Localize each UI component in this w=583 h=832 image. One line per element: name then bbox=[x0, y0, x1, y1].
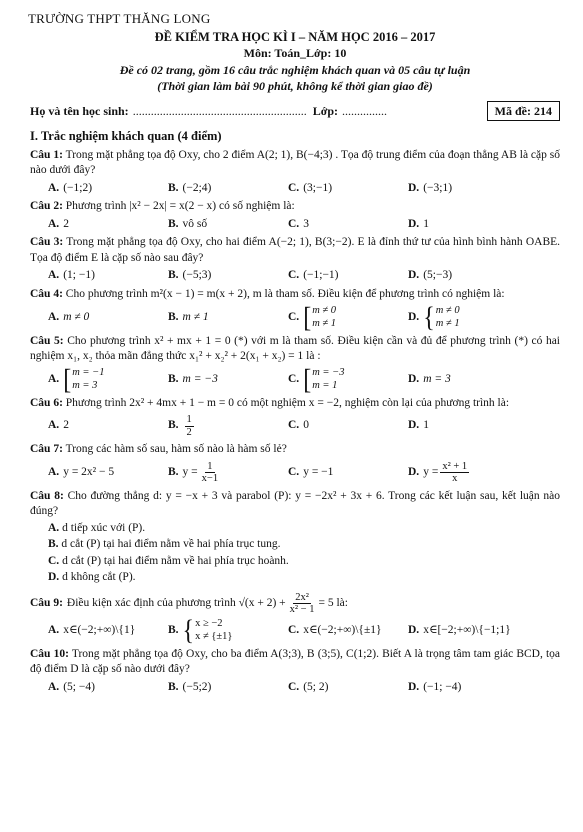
option-c[interactable]: C. [ m = −3 m = 1 bbox=[288, 363, 345, 396]
brace-glyph: { bbox=[423, 301, 435, 334]
question-label: Câu 6: bbox=[30, 396, 63, 409]
option-c[interactable]: C. x∈(−2;+∞)\{±1} bbox=[288, 623, 382, 636]
brace-system: { x ≥ −2 x ≠ {±1} bbox=[182, 615, 233, 647]
bracket-glyph: [ bbox=[303, 363, 312, 396]
question-text: Điều kiện xác định của phương trình √(x + 2) + bbox=[66, 596, 286, 609]
exam-subject: Môn: Toán_Lớp: 10 bbox=[243, 46, 347, 61]
option-a[interactable]: A. 2 bbox=[48, 419, 69, 432]
bracket-glyph: [ bbox=[303, 301, 312, 334]
question-label: Câu 9: bbox=[30, 596, 63, 609]
bracket-system: [ m ≠ 0 m ≠ 1 bbox=[303, 301, 337, 334]
brace-glyph: { bbox=[182, 615, 195, 647]
option-d[interactable]: D. m = 3 bbox=[408, 372, 451, 385]
option-a[interactable]: A. (1; −1) bbox=[48, 269, 95, 282]
option-a[interactable]: A. y = 2x² − 5 bbox=[48, 465, 115, 478]
option-b[interactable]: B. vô số bbox=[168, 217, 208, 230]
fraction: $\frac{1}{2}$ bbox=[186, 414, 192, 438]
question-6 bbox=[30, 396, 560, 412]
options-row bbox=[30, 460, 560, 486]
exam-title: ĐỀ KIỂM TRA HỌC KÌ I – NĂM HỌC 2016 – 2017 bbox=[154, 29, 436, 44]
question-2 bbox=[30, 199, 560, 215]
question-8 bbox=[30, 489, 560, 520]
exam-code-box: Mã đề: 214 bbox=[487, 101, 560, 121]
option-c[interactable]: C. (3;−1) bbox=[288, 181, 333, 194]
question-text: Trong mặt phẳng tọa độ Oxy, cho hai điểm A(−2; 1), B(3;−2). E là đỉnh thứ tư của hình bình hành OABE. Tọa độ điểm E là cặp số nào sau đây? bbox=[30, 236, 561, 264]
option-b[interactable]: B. { x ≥ −2 x ≠ {±1} bbox=[168, 615, 233, 647]
question-label: Câu 4: bbox=[30, 287, 63, 300]
section-title: I. Trắc nghiệm khách quan (4 điểm) bbox=[30, 128, 222, 143]
question-label: Câu 2: bbox=[30, 200, 63, 213]
question-text: Cho phương trình x² + mx + 1 = 0 (*) với m là tham số. Điều kiện cần và đủ để phương trình (*) có hai nghiệm x₁, x₂ thỏa mãn đẳng thức x₁² + x₂² + 2(x₁ + x₂) = 1 là : bbox=[30, 334, 561, 363]
option-c[interactable]: C. 3 bbox=[288, 217, 309, 230]
question-text: Trong mặt phẳng tọa độ Oxy, cho ba điểm A(3;3), B (3;5), C(1;2). Biết A là trọng tâm tam giác BCD, tọa độ điểm D là cặp số nào dưới đây? bbox=[30, 647, 561, 676]
options-row bbox=[30, 363, 560, 396]
option-a[interactable]: A. (5; −4) bbox=[48, 680, 95, 693]
question-label: Câu 8: bbox=[30, 489, 64, 502]
options-row bbox=[30, 680, 560, 696]
option-a[interactable]: A. [ m = −1 m = 3 bbox=[48, 363, 105, 396]
option-c[interactable]: C. (−1;−1) bbox=[288, 269, 339, 282]
question-7 bbox=[30, 442, 560, 458]
option-d[interactable]: D. (5;−3) bbox=[408, 269, 453, 282]
option-b[interactable]: B. (−5;2) bbox=[168, 680, 212, 693]
option-a[interactable]: A. m ≠ 0 bbox=[48, 310, 90, 323]
option-c[interactable]: C. (5; 2) bbox=[288, 680, 329, 693]
student-name-blank[interactable]: .......................................................... bbox=[132, 103, 307, 118]
options-row bbox=[30, 217, 560, 233]
exam-page bbox=[30, 10, 560, 695]
question-5 bbox=[30, 334, 560, 365]
question-text: Phương trình |x² − 2x| = x(2 − x) có số nghiệm là: bbox=[65, 200, 295, 213]
options-row bbox=[30, 413, 560, 439]
options-row bbox=[30, 181, 560, 197]
option-c[interactable]: C. d cắt (P) tại hai điểm nằm về hai phía trục hoành. bbox=[48, 554, 289, 567]
option-b[interactable]: B. $\frac{1}{2}$ bbox=[168, 414, 192, 438]
option-b[interactable]: B. (−2;4) bbox=[168, 181, 212, 194]
options-row bbox=[30, 301, 560, 334]
question-label: Câu 3: bbox=[30, 236, 64, 249]
options-list bbox=[30, 521, 560, 586]
question-text: Cho phương trình m²(x − 1) = m(x + 2), m là tham số. Điều kiện để phương trình có nghiệm là: bbox=[65, 287, 505, 300]
fraction: $\frac{\text{2x²}}{\text{x² − 1}}$ bbox=[289, 591, 315, 616]
option-d[interactable]: D. { m ≠ 0 m ≠ 1 bbox=[408, 301, 460, 334]
question-label: Câu 10: bbox=[30, 647, 69, 660]
option-b[interactable]: B. m ≠ 1 bbox=[168, 310, 209, 323]
question-9 bbox=[30, 592, 560, 616]
option-a[interactable]: A. x∈(−2;+∞)\{1} bbox=[48, 623, 136, 636]
option-c[interactable]: C. 0 bbox=[288, 419, 309, 432]
brace-system: { m ≠ 0 m ≠ 1 bbox=[423, 301, 460, 334]
question-4 bbox=[30, 287, 560, 303]
option-c[interactable]: C. [ m ≠ 0 m ≠ 1 bbox=[288, 301, 337, 334]
option-d[interactable]: D. (−1; −4) bbox=[408, 680, 462, 693]
option-b[interactable]: B. d cắt (P) tại hai điểm nằm về hai phía trục tung. bbox=[48, 538, 281, 551]
option-b[interactable]: B. y = $\frac{1}{x-1}$ bbox=[168, 460, 219, 485]
fraction: $\frac{1}{x-1}$ bbox=[201, 460, 219, 485]
question-3 bbox=[30, 235, 560, 266]
options-row bbox=[30, 615, 560, 647]
exam-time-note: (Thời gian làm bài 90 phút, không kể thời gian giao đề) bbox=[157, 78, 433, 93]
question-text: Phương trình 2x² + 4mx + 1 − m = 0 có một nghiệm x = −2, nghiệm còn lại của phương trình là: bbox=[65, 396, 510, 409]
school-name: TRƯỜNG THPT THĂNG LONG bbox=[28, 11, 211, 26]
question-label: Câu 5: bbox=[30, 334, 64, 347]
bracket-system: [ m = −3 m = 1 bbox=[303, 363, 345, 396]
option-d[interactable]: D. d không cắt (P). bbox=[48, 571, 136, 584]
bracket-glyph: [ bbox=[63, 363, 72, 396]
option-a[interactable]: A. 2 bbox=[48, 217, 69, 230]
question-label: Câu 7: bbox=[30, 443, 63, 456]
question-text: Trong các hàm số sau, hàm số nào là hàm số lẻ? bbox=[65, 443, 287, 456]
option-b[interactable]: B. (−5;3) bbox=[168, 269, 212, 282]
option-a[interactable]: A. d tiếp xúc với (P). bbox=[48, 521, 146, 534]
exam-structure-note: Đề có 02 trang, gồm 16 câu trắc nghiệm khách quan và 05 câu tự luận bbox=[119, 62, 471, 77]
option-d[interactable]: D. x∈[−2;+∞)\{−1;1} bbox=[408, 623, 511, 636]
option-d[interactable]: D. 1 bbox=[408, 217, 429, 230]
option-b[interactable]: B. m = −3 bbox=[168, 372, 218, 385]
option-d[interactable]: D. y = $\frac{\text{x² + 1}}{x}$ bbox=[408, 460, 468, 485]
student-info-row bbox=[30, 100, 560, 122]
class-blank[interactable]: ............... bbox=[342, 103, 388, 118]
bracket-system: [ m = −1 m = 3 bbox=[63, 363, 105, 396]
student-name-label: Họ và tên học sinh: bbox=[30, 103, 129, 118]
question-label: Câu 1: bbox=[30, 148, 63, 161]
options-row bbox=[30, 268, 560, 284]
question-10 bbox=[30, 647, 560, 678]
option-d[interactable]: D. (−3;1) bbox=[408, 181, 453, 194]
option-c[interactable]: C. y = −1 bbox=[288, 465, 334, 478]
question-text: Cho đường thẳng d: y = −x + 3 và parabol (P): y = −2x² + 3x + 6. Trong các kết luận sau, kết luận nào đúng? bbox=[30, 489, 560, 518]
question-text-end: = 5 là: bbox=[318, 596, 348, 609]
fraction: $\frac{\text{x² + 1}}{x}$ bbox=[442, 460, 468, 485]
question-1 bbox=[30, 148, 560, 179]
option-a[interactable]: A. (−1;2) bbox=[48, 181, 93, 194]
option-d[interactable]: D. 1 bbox=[408, 419, 429, 432]
class-label: Lớp: bbox=[312, 103, 339, 118]
question-text: Trong mặt phẳng tọa độ Oxy, cho 2 điểm A(2; 1), B(−4;3) . Tọa độ trung điểm của đoạn thẳng AB là cặp số nào dưới đây? bbox=[30, 148, 560, 177]
